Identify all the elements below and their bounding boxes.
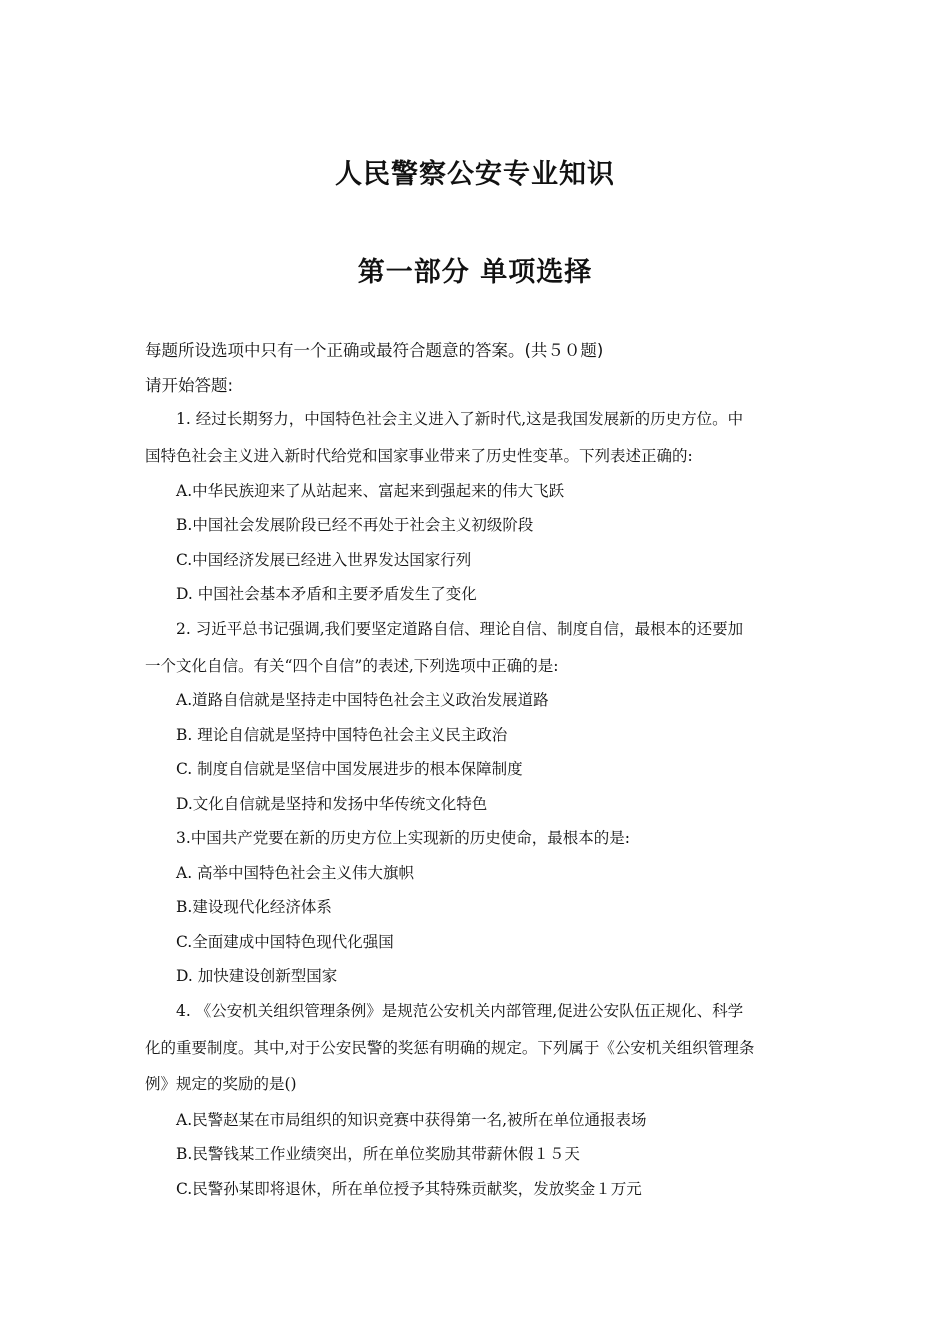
answer-option: B.建设现代化经济体系	[176, 898, 332, 916]
answer-option: A.中华民族迎来了从站起来、富起来到强起来的伟大飞跃	[176, 482, 565, 500]
answer-option: A. 高举中国特色社会主义伟大旗帜	[176, 864, 415, 882]
question-stem-line: 化的重要制度。其中,对于公安民警的奖惩有明确的规定。下列属于《公安机关组织管理条	[145, 1039, 755, 1057]
answer-option: C.中国经济发展已经进入世界发达国家行列	[176, 551, 472, 569]
document-title: 人民警察公安专业知识	[335, 159, 615, 190]
answer-option: C. 制度自信就是坚信中国发展进步的根本保障制度	[176, 760, 523, 778]
instruction-text: 每题所设选项中只有一个正确或最符合题意的答案。(共５０题)	[145, 341, 604, 360]
answer-option: D.文化自信就是坚持和发扬中华传统文化特色	[176, 795, 488, 813]
answer-option: B.中国社会发展阶段已经不再处于社会主义初级阶段	[176, 516, 534, 534]
answer-option: C.民警孙某即将退休，所在单位授予其特殊贡献奖，发放奖金１万元	[176, 1180, 642, 1198]
answer-option: A.道路自信就是坚持走中国特色社会主义政治发展道路	[176, 691, 549, 709]
question-stem-line: 1. 经过长期努力，中国特色社会主义进入了新时代,这是我国发展新的历史方位。中	[176, 410, 744, 428]
question-stem-line: 例》规定的奖励的是()	[145, 1075, 297, 1093]
question-stem-line: 一个文化自信。有关“四个自信”的表述,下列选项中正确的是:	[145, 657, 559, 675]
answer-option: B. 理论自信就是坚持中国特色社会主义民主政治	[176, 726, 508, 744]
answer-option: B.民警钱某工作业绩突出，所在单位奖励其带薪休假１５天	[176, 1145, 580, 1163]
question-stem-line: 3.中国共产党要在新的历史方位上实现新的历史使命，最根本的是:	[176, 829, 631, 847]
answer-option: C.全面建成中国特色现代化强国	[176, 933, 394, 951]
section-title: 第一部分 单项选择	[357, 257, 593, 288]
answer-option: D. 加快建设创新型国家	[176, 967, 338, 985]
question-stem-line: 国特色社会主义进入新时代给党和国家事业带来了历史性变革。下列表述正确的:	[145, 447, 693, 465]
answer-option: A.民警赵某在市局组织的知识竞赛中获得第一名,被所在单位通报表场	[176, 1111, 647, 1129]
question-stem-line: 2. 习近平总书记强调,我们要坚定道路自信、理论自信、制度自信，最根本的还要加	[176, 620, 744, 638]
question-stem-line: 4. 《公安机关组织管理条例》是规范公安机关内部管理,促进公安队伍正规化、科学	[176, 1002, 744, 1020]
start-prompt: 请开始答题:	[145, 376, 234, 395]
answer-option: D. 中国社会基本矛盾和主要矛盾发生了变化	[176, 585, 477, 603]
